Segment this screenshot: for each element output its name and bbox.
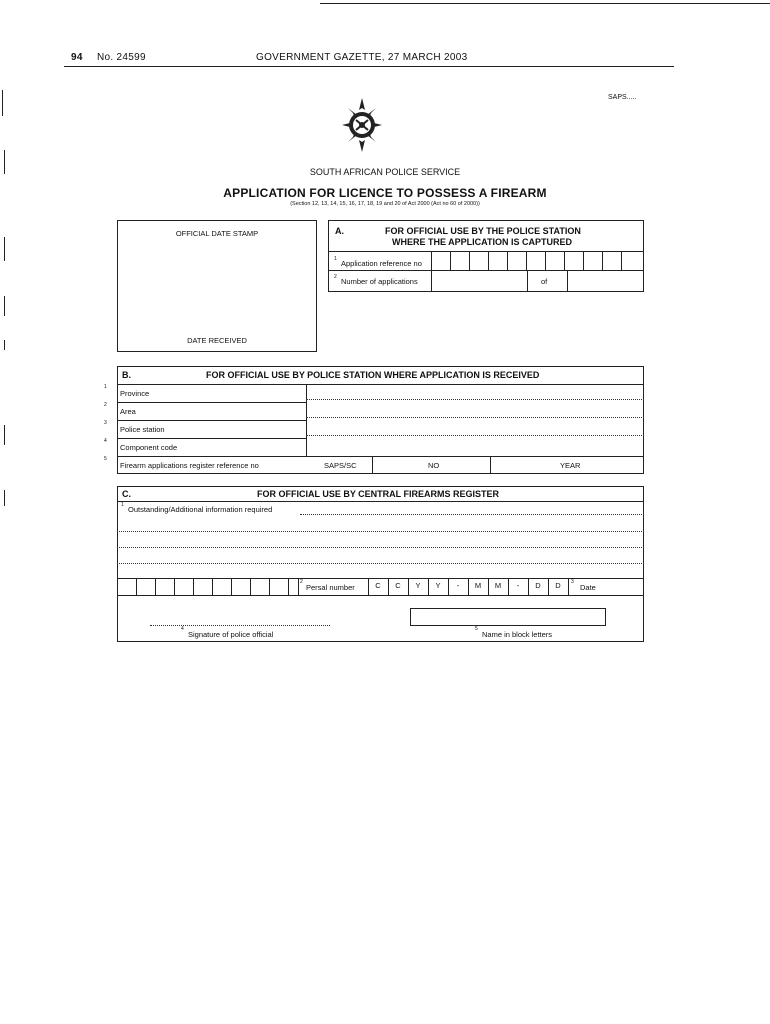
application-reference-cells[interactable] xyxy=(431,252,644,270)
field-number-1: 1 xyxy=(121,502,124,508)
section-c-title: FOR OFFICIAL USE BY CENTRAL FIREARMS REGISTER xyxy=(257,489,500,499)
section-a-title-line2: WHERE THE APPLICATION IS CAPTURED xyxy=(392,237,573,247)
field-number-2: 2 xyxy=(300,579,303,585)
date-glyph: C xyxy=(375,581,381,590)
persal-number-cells[interactable] xyxy=(117,578,298,595)
applications-total-field[interactable] xyxy=(567,270,644,292)
persal-number-label: Persal number xyxy=(306,583,355,592)
component-code-label: Component code xyxy=(120,443,178,452)
form-code: SAPS..... xyxy=(608,94,637,101)
application-reference-label: Application reference no xyxy=(341,259,422,268)
register-reference-label: Firearm applications register reference no xyxy=(120,461,259,470)
name-block-letters-field[interactable] xyxy=(410,608,606,626)
signature-police-official-label: Signature of police official xyxy=(188,630,274,639)
date-label: Date xyxy=(580,583,596,592)
margin-mark xyxy=(4,490,5,506)
police-crest-icon xyxy=(340,96,384,156)
date-glyph: Y xyxy=(435,581,441,590)
section-b-letter: B. xyxy=(122,370,131,380)
row-number: 2 xyxy=(104,402,107,408)
header-rule xyxy=(64,66,674,67)
date-cells[interactable] xyxy=(368,578,568,595)
date-glyph: M xyxy=(494,581,502,590)
gazette-title: GOVERNMENT GAZETTE, 27 MARCH 2003 xyxy=(256,52,468,63)
row-number: 3 xyxy=(104,420,107,426)
form-subtitle: (Section 12, 13, 14, 15, 16, 17, 18, 19 and 20 of Act 2000 (Act no 60 of 2000)) xyxy=(290,201,480,207)
margin-mark xyxy=(2,90,3,116)
area-label: Area xyxy=(120,407,136,416)
margin-mark xyxy=(4,296,5,316)
name-block-letters-label: Name in block letters xyxy=(482,630,553,639)
register-no-label: NO xyxy=(428,461,440,470)
police-station-label: Police station xyxy=(120,425,165,434)
date-received-label: DATE RECEIVED xyxy=(187,336,247,345)
stamp-heading: OFFICIAL DATE STAMP xyxy=(175,229,259,238)
form-title: APPLICATION FOR LICENCE TO POSSESS A FIREARM xyxy=(223,186,547,200)
row-number: 4 xyxy=(104,438,107,444)
date-glyph: D xyxy=(535,581,541,590)
register-year-label: YEAR xyxy=(560,461,581,470)
field-number-3: 3 xyxy=(571,579,574,585)
saps-sc-label: SAPS/SC xyxy=(324,461,357,470)
date-glyph: C xyxy=(395,581,401,590)
page-number: 94 xyxy=(71,52,83,63)
province-label: Province xyxy=(120,389,150,398)
top-rule xyxy=(320,3,770,4)
field-number-5: 5 xyxy=(475,626,478,632)
field-number-1: 1 xyxy=(334,256,337,262)
date-glyph: M xyxy=(474,581,482,590)
field-number-4: 4 xyxy=(181,626,184,632)
gazette-number: No. 24599 xyxy=(97,52,146,63)
margin-mark xyxy=(4,237,5,261)
number-of-applications-label: Number of applications xyxy=(341,277,418,286)
row-number: 5 xyxy=(104,456,107,462)
date-glyph: - xyxy=(456,581,460,590)
date-glyph: Y xyxy=(415,581,421,590)
official-date-stamp-box xyxy=(117,220,317,352)
field-number-2: 2 xyxy=(334,274,337,280)
section-a-letter: A. xyxy=(335,226,344,236)
outstanding-info-label: Outstanding/Additional information required xyxy=(128,505,273,514)
section-b-rule xyxy=(117,384,644,385)
org-name: SOUTH AFRICAN POLICE SERVICE xyxy=(309,167,461,177)
margin-mark xyxy=(4,340,5,350)
section-b-title: FOR OFFICIAL USE BY POLICE STATION WHERE APPLICATION IS RECEIVED xyxy=(206,370,540,380)
date-glyph: - xyxy=(516,581,520,590)
section-a-title-line1: FOR OFFICIAL USE BY THE POLICE STATION xyxy=(385,226,581,236)
section-c-letter: C. xyxy=(122,489,131,499)
margin-mark xyxy=(4,425,5,445)
of-label: of xyxy=(541,277,548,286)
row-number: 1 xyxy=(104,384,107,390)
date-glyph: D xyxy=(555,581,561,590)
